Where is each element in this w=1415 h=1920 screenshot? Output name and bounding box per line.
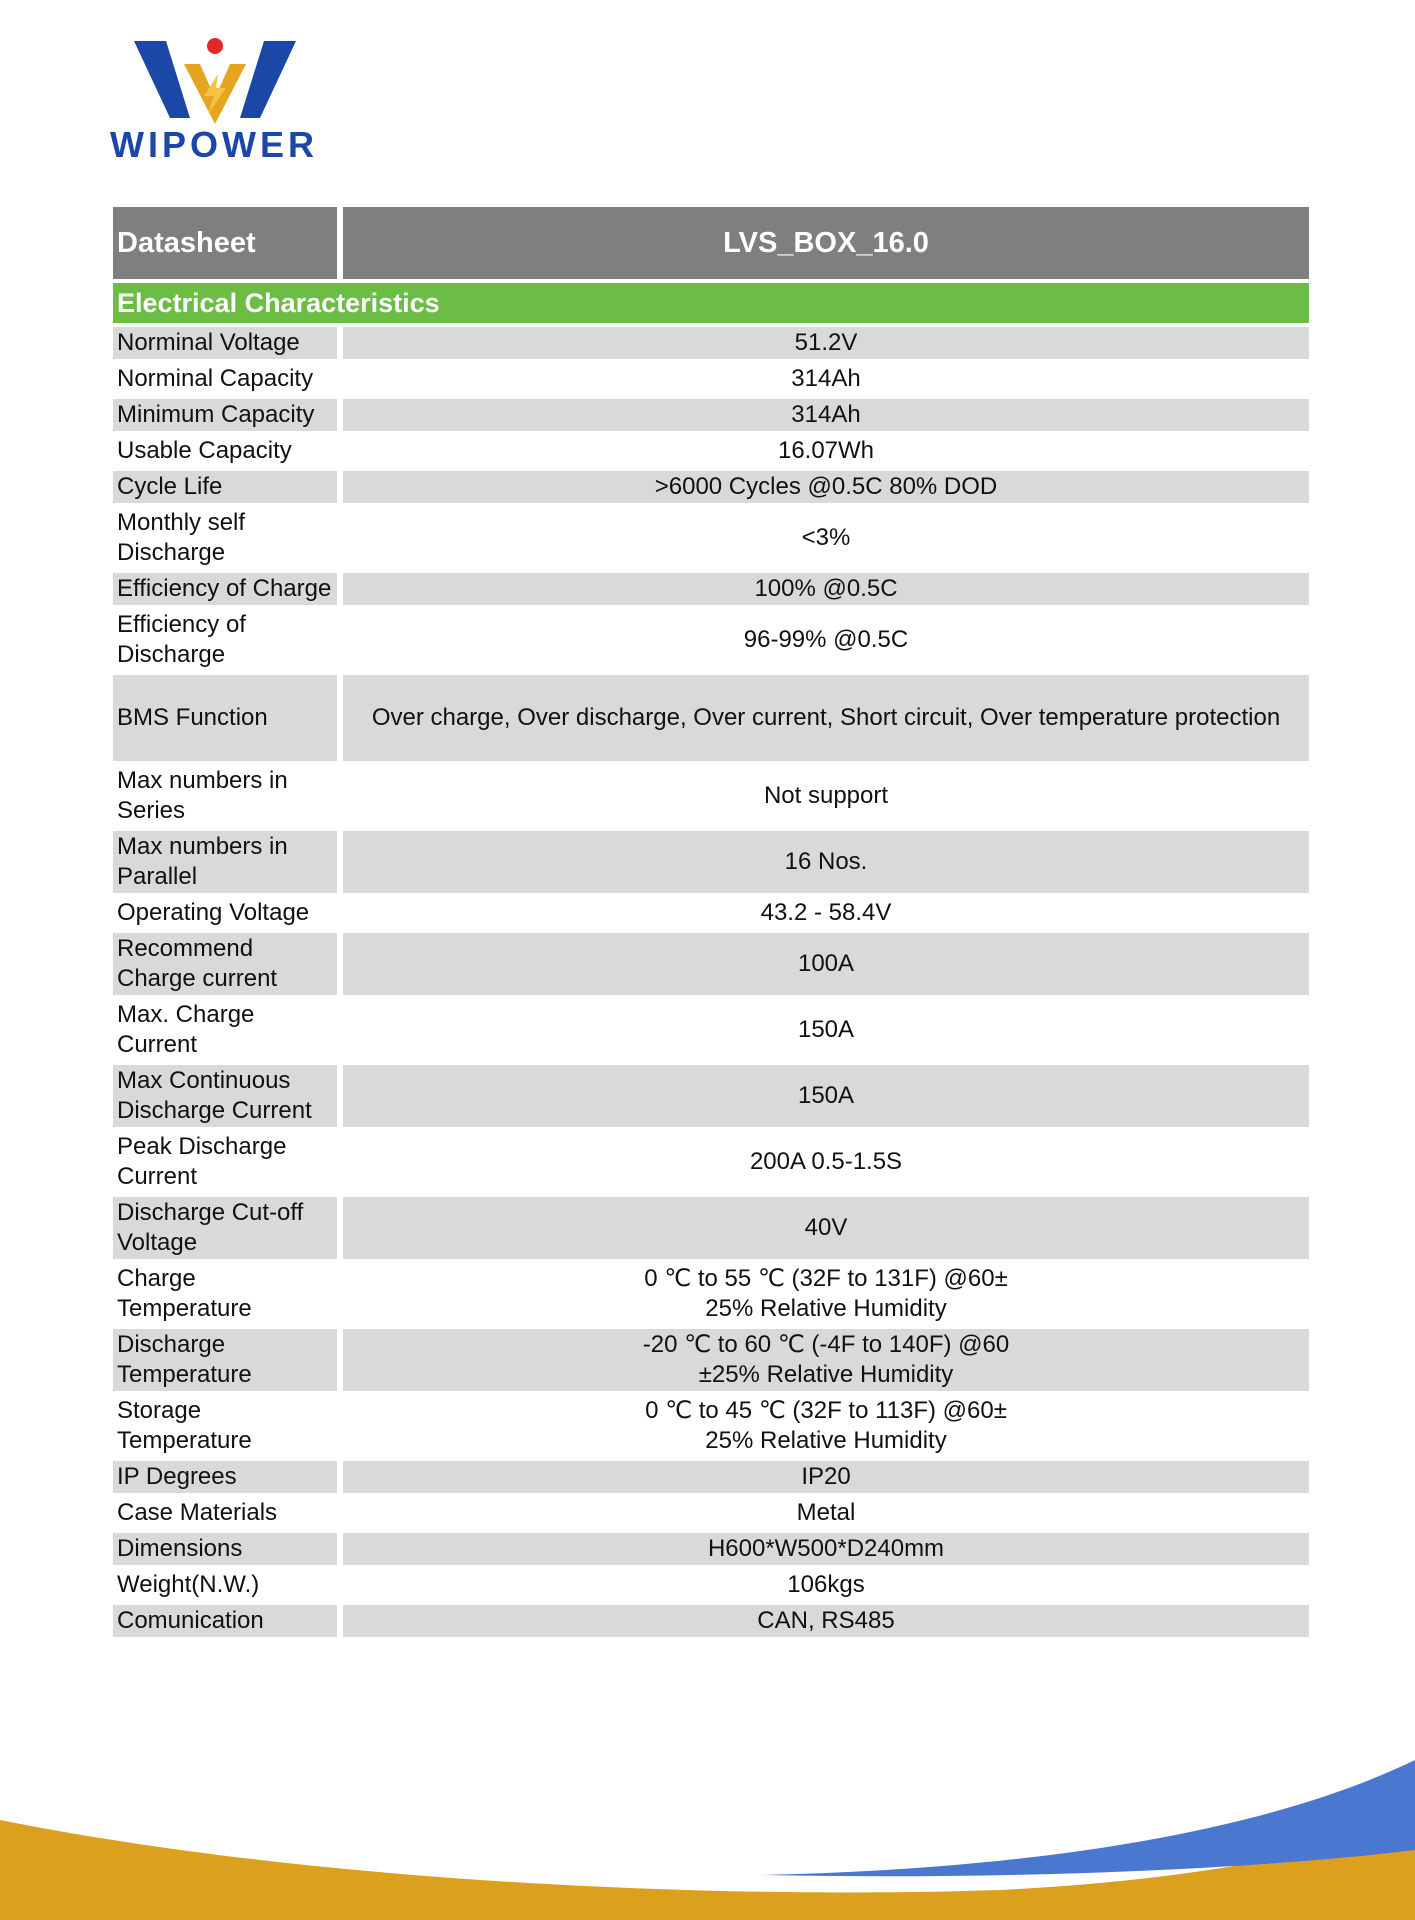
- spec-value: >6000 Cycles @0.5C 80% DOD: [343, 471, 1309, 503]
- datasheet-table: [113, 203, 1309, 1641]
- brand-name: WIPOWER: [110, 124, 318, 165]
- table-row: [113, 1329, 1309, 1391]
- spec-value: 150A: [797, 1016, 855, 1043]
- table-row: [113, 399, 1309, 431]
- table-row: [113, 675, 1309, 761]
- table-row: [113, 1497, 1309, 1529]
- table-row: [113, 933, 1309, 995]
- spec-label: Max numbers in Parallel: [113, 831, 343, 893]
- spec-label: Storage Temperature: [113, 1395, 343, 1457]
- spec-value: -20 ℃ to 60 ℃ (-4F to 140F) @60 ±25% Relative Humidity: [343, 1329, 1309, 1391]
- table-row: [113, 1131, 1309, 1193]
- spec-label: Dimensions: [113, 1533, 343, 1565]
- table-row: [113, 1395, 1309, 1457]
- table-row: [113, 507, 1309, 569]
- spec-value: 314Ah: [343, 399, 1309, 431]
- spec-label: Efficiency of Discharge: [113, 609, 343, 671]
- table-row: [113, 327, 1309, 359]
- table-row: [113, 1569, 1309, 1601]
- spec-value: 16.07Wh: [777, 437, 875, 464]
- spec-value: IP20: [343, 1461, 1309, 1493]
- spec-value: 40V: [343, 1197, 1309, 1259]
- spec-label: Norminal Capacity: [113, 363, 343, 395]
- spec-value: <3%: [801, 524, 851, 551]
- spec-label: Max Continuous Discharge Current: [113, 1065, 343, 1127]
- table-header-row: [113, 207, 1309, 279]
- spec-label: Charge Temperature: [113, 1263, 343, 1325]
- header-label: Datasheet: [113, 207, 343, 279]
- spec-label: Monthly self Discharge: [113, 507, 343, 569]
- spec-label: Usable Capacity: [113, 435, 343, 467]
- table-row: [113, 471, 1309, 503]
- table-row: [113, 1197, 1309, 1259]
- spec-label: Minimum Capacity: [113, 399, 343, 431]
- spec-value: H600*W500*D240mm: [343, 1533, 1309, 1565]
- spec-value: 16 Nos.: [343, 831, 1309, 893]
- spec-value: CAN, RS485: [343, 1605, 1309, 1637]
- table-row: [113, 831, 1309, 893]
- spec-label: Discharge Cut-off Voltage: [113, 1197, 343, 1259]
- table-row: [113, 363, 1309, 395]
- table-row: [113, 1605, 1309, 1637]
- spec-value: 100% @0.5C: [343, 573, 1309, 605]
- spec-label: Discharge Temperature: [113, 1329, 343, 1391]
- spec-value: 150A: [343, 1065, 1309, 1127]
- table-row: [113, 999, 1309, 1061]
- spec-label: IP Degrees: [113, 1461, 343, 1493]
- spec-label: Operating Voltage: [113, 897, 343, 929]
- table-row: [113, 1263, 1309, 1325]
- table-row: [113, 573, 1309, 605]
- spec-label: BMS Function: [113, 675, 343, 761]
- spec-label: Max numbers in Series: [113, 765, 343, 827]
- table-row: [113, 1065, 1309, 1127]
- spec-label: Peak Discharge Current: [113, 1131, 343, 1193]
- spec-label: Max. Charge Current: [113, 999, 343, 1061]
- spec-label: Efficiency of Charge: [113, 573, 343, 605]
- spec-label: Recommend Charge current: [113, 933, 343, 995]
- spec-label: Norminal Voltage: [113, 327, 343, 359]
- table-row: [113, 435, 1309, 467]
- spec-value: Not support: [763, 782, 889, 809]
- spec-value: 43.2 - 58.4V: [760, 899, 892, 926]
- spec-value: 106kgs: [787, 1571, 865, 1598]
- spec-value: Over charge, Over discharge, Over current, Short circuit, Over temperature protection: [343, 675, 1309, 761]
- section-title: Electrical Characteristics: [113, 283, 1309, 323]
- table-row: [113, 1533, 1309, 1565]
- table-row: [113, 1461, 1309, 1493]
- spec-value: 100A: [343, 933, 1309, 995]
- table-row: [113, 609, 1309, 671]
- table-row: [113, 897, 1309, 929]
- header-model: LVS_BOX_16.0: [343, 207, 1309, 279]
- spec-value: 0 ℃ to 55 ℃ (32F to 131F) @60± 25% Relative Humidity: [644, 1265, 1008, 1322]
- table-row: [113, 765, 1309, 827]
- spec-value: 314Ah: [791, 365, 861, 392]
- spec-label: Case Materials: [113, 1497, 343, 1529]
- footer-swoosh: [0, 1730, 1415, 1920]
- spec-value: 51.2V: [343, 327, 1309, 359]
- spec-value: 200A 0.5-1.5S: [749, 1148, 903, 1175]
- spec-label: Cycle Life: [113, 471, 343, 503]
- spec-value: 0 ℃ to 45 ℃ (32F to 113F) @60± 25% Relative Humidity: [645, 1397, 1007, 1454]
- spec-value: 96-99% @0.5C: [743, 626, 909, 653]
- spec-value: Metal: [796, 1499, 856, 1526]
- spec-label: Comunication: [113, 1605, 343, 1637]
- section-row: [113, 283, 1309, 323]
- spec-label: Weight(N.W.): [113, 1569, 343, 1601]
